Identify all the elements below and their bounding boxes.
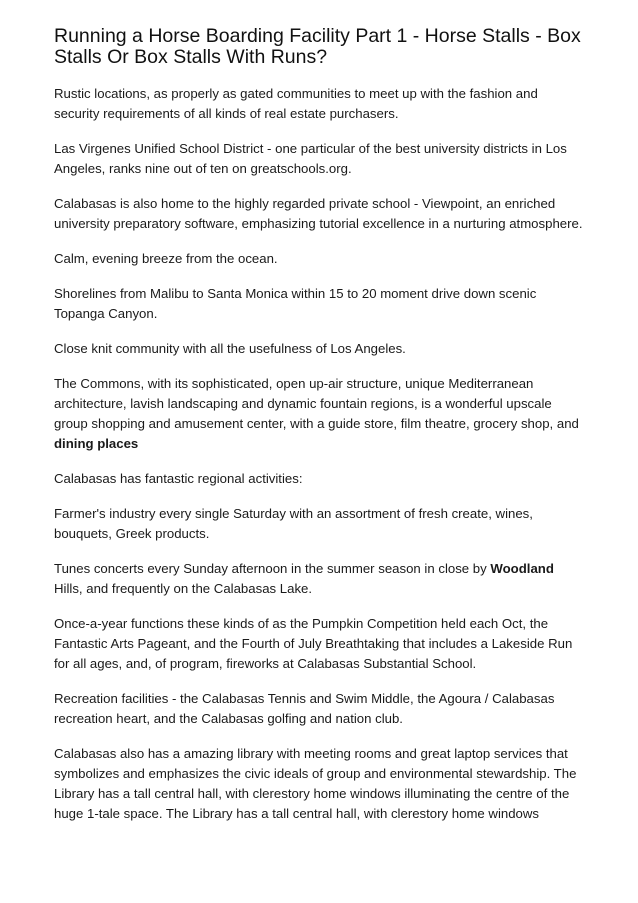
paragraph: [54, 139, 586, 179]
paragraph-text: Once-a-year functions these kinds of as the Pumpkin Competition held each Oct, the Fantastic Arts Pageant, and the Fourth of July Breathtaking that includes a Lakeside Run for all ages, and, of program, fireworks at Calabasas Substantial School.: [54, 616, 573, 671]
paragraph-text: Recreation facilities - the Calabasas Tennis and Swim Middle, the Agoura / Calabasas recreation heart, and the Calabasas golfing and nation club.: [54, 691, 555, 726]
paragraph: [54, 284, 586, 324]
paragraph: [54, 374, 586, 454]
paragraph: [54, 744, 586, 824]
paragraph: [54, 84, 586, 124]
document-body: [54, 84, 586, 824]
bold-text: Woodland: [490, 561, 554, 576]
paragraph: [54, 559, 586, 599]
paragraph-text: Farmer's industry every single Saturday with an assortment of fresh create, wines, bouquets, Greek products.: [54, 506, 533, 541]
paragraph-text: Calabasas also has a amazing library with meeting rooms and great laptop services that symbolizes and emphasizes the civic ideals of group and environmental stewardship. The Library has a tall central hall, with clerestory home windows illuminating the centre of the huge 1-tale space. The Library has a tall central hall, with clerestory home windows: [54, 746, 577, 821]
paragraph-text: Calabasas has fantastic regional activities:: [54, 471, 303, 486]
paragraph: [54, 194, 586, 234]
paragraph-text: Tunes concerts every Sunday afternoon in the summer season in close by: [54, 561, 491, 576]
paragraph-text: Calabasas is also home to the highly regarded private school - Viewpoint, an enriched university preparatory software, emphasizing tutorial excellence in a nurturing atmosphere.: [54, 196, 583, 231]
paragraph-text: Las Virgenes Unified School District - one particular of the best university districts in Los Angeles, ranks nine out of ten on greatschools.org.: [54, 141, 567, 176]
paragraph: [54, 689, 586, 729]
document-page: [54, 26, 586, 839]
paragraph: [54, 339, 586, 359]
paragraph: [54, 469, 586, 489]
paragraph-text: Hills, and frequently on the Calabasas Lake.: [54, 581, 313, 596]
paragraph-text: The Commons, with its sophisticated, open up-air structure, unique Mediterranean architecture, lavish landscaping and dynamic fountain regions, is a wonderful upscale group shopping and amusement center, with a guide store, film theatre, grocery shop, and: [54, 376, 579, 431]
paragraph-text: Close knit community with all the usefulness of Los Angeles.: [54, 341, 406, 356]
paragraph: [54, 249, 586, 269]
paragraph: [54, 504, 586, 544]
bold-text: dining places: [54, 436, 139, 451]
document-title: Running a Horse Boarding Facility Part 1 - Horse Stalls - Box Stalls Or Box Stalls With Runs?: [54, 25, 581, 68]
paragraph-text: Shorelines from Malibu to Santa Monica within 15 to 20 moment drive down scenic Topanga Canyon.: [54, 286, 537, 321]
paragraph-text: Rustic locations, as properly as gated communities to meet up with the fashion and security requirements of all kinds of real estate purchasers.: [54, 86, 538, 121]
paragraph-text: Calm, evening breeze from the ocean.: [54, 251, 278, 266]
paragraph: [54, 614, 586, 674]
